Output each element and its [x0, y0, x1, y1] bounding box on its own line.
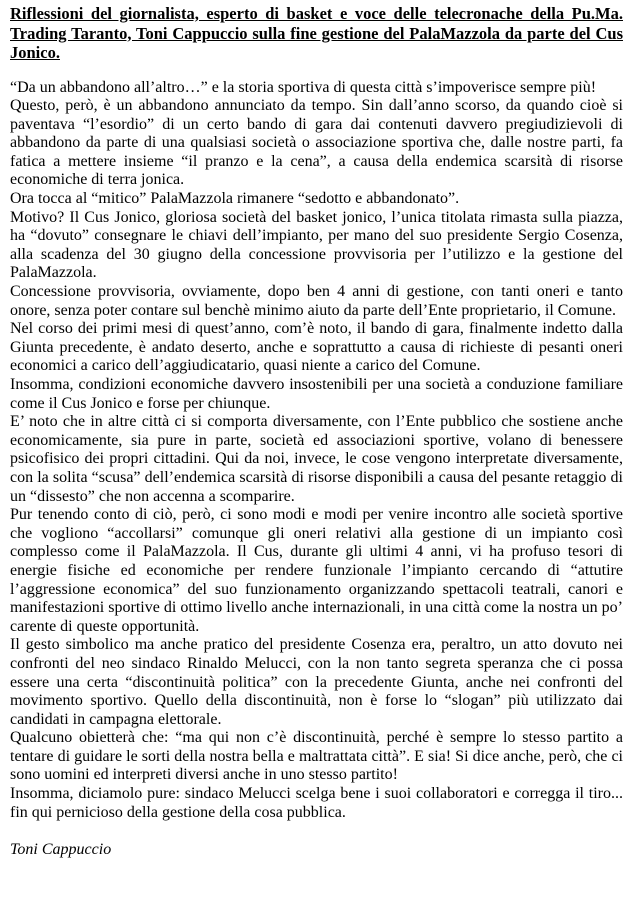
paragraph: “Da un abbandono all’altro…” e la storia sportiva di questa città s’impoverisce sempre più! [10, 78, 597, 96]
article-signature: Toni Cappuccio [10, 841, 112, 859]
paragraph: Insomma, condizioni economiche davvero insostenibili per una società a conduzione familiare come il Cus Jonico e forse per chiunque. [10, 376, 623, 412]
paragraph: Questo, però, è un abbandono annunciato da tempo. Sin dall’anno scorso, da quando cioè si paventava “l’esordio” di un certo bando di gara dai contenuti davvero pregiudizievoli di abbandono da parte di una qualsiasi società o associazione sportiva che, dalle nostre parti, fa fatica a mettere insieme “il pranzo e la cena”, a causa della endemica scarsità di risorse economiche di terra jonica. [10, 97, 623, 189]
article-title: Riflessioni del giornalista, esperto di basket e voce delle telecronache della Pu.Ma. Trading Taranto, Toni Cappuccio sulla fine gestione del PalaMazzola da parte del Cus Jonico. [10, 4, 623, 62]
article-body [10, 79, 623, 823]
paragraph: Concessione provvisoria, ovviamente, dopo ben 4 anni di gestione, con tanti oneri e tanto onore, senza poter contare sul benchè minimo aiuto da parte dell’Ente proprietario, il Comune. [10, 283, 623, 319]
paragraph: E’ noto che in altre città ci si comporta diversamente, con l’Ente pubblico che sostiene anche economicamente, sia pure in parte, società ed associazioni sportive, volano di benessere psicofisico dei propri cittadini. Qui da noi, invece, le cose vengono interpretate diversamente, con la solita “scusa” dell’endemica scarsità di risorse disponibili a causa del pesante retaggio di un “dissesto” che non accenna a scomparire. [10, 413, 623, 505]
paragraph: Motivo? Il Cus Jonico, gloriosa società del basket jonico, l’unica titolata rimasta sulla piazza, ha “dovuto” consegnare le chiavi dell’impianto, per mano del suo presidente Sergio Cosenza, alla scadenza del 30 giugno della concessione provvisoria per l’utilizzo e la gestione del PalaMazzola. [10, 208, 623, 282]
paragraph: Insomma, diciamolo pure: sindaco Melucci scelga bene i suoi collaboratori e corregga il tiro... fin qui pernicioso della gestione della cosa pubblica. [10, 785, 623, 821]
paragraph: Il gesto simbolico ma anche pratico del presidente Cosenza era, peraltro, un atto dovuto nei confronti del neo sindaco Rinaldo Melucci, con la non tanto segreta speranza che ci possa essere una certa “discontinuità politica” con la precedente Giunta, anche nei confronti del movimento sportivo. Quello della discontinuità, non è forse lo “slogan” più utilizzato dai candidati in campagna elettorale. [10, 636, 623, 728]
paragraph: Ora tocca al “mitico” PalaMazzola rimanere “sedotto e abbandonato”. [10, 190, 460, 208]
paragraph: Qualcuno obietterà che: “ma qui non c’è discontinuità, perché è sempre lo stesso partito a tentare di guidare le sorti della nostra bella e maltrattata città”. E sia! Si dice anche, però, che ci sono uomini ed interpreti diversi anche in uno stesso partito! [10, 729, 623, 784]
paragraph: Pur tenendo conto di ciò, però, ci sono modi e modi per venire incontro alle società sportive che vogliono “accollarsi” comunque gli oneri relativi alla gestione di un impianto così complesso come il PalaMazzola. Il Cus, durante gli ultimi 4 anni, vi ha profuso tesori di energie fisiche ed economiche per rendere funzionale l’impianto cercando di “attutire l’aggressione economica” del suo funzionamento organizzando spettacoli teatrali, canori e manifestazioni sportive di ottimo livello anche internazionali, in una città come la nostra un po’ carente di queste opportunità. [10, 506, 623, 635]
paragraph: Nel corso dei primi mesi di quest’anno, com’è noto, il bando di gara, finalmente indetto dalla Giunta precedente, è andato deserto, anche e soprattutto a causa di richieste di pesanti oneri economici a carico dell’aggiudicatario, quasi niente a carico del Comune. [10, 320, 623, 375]
